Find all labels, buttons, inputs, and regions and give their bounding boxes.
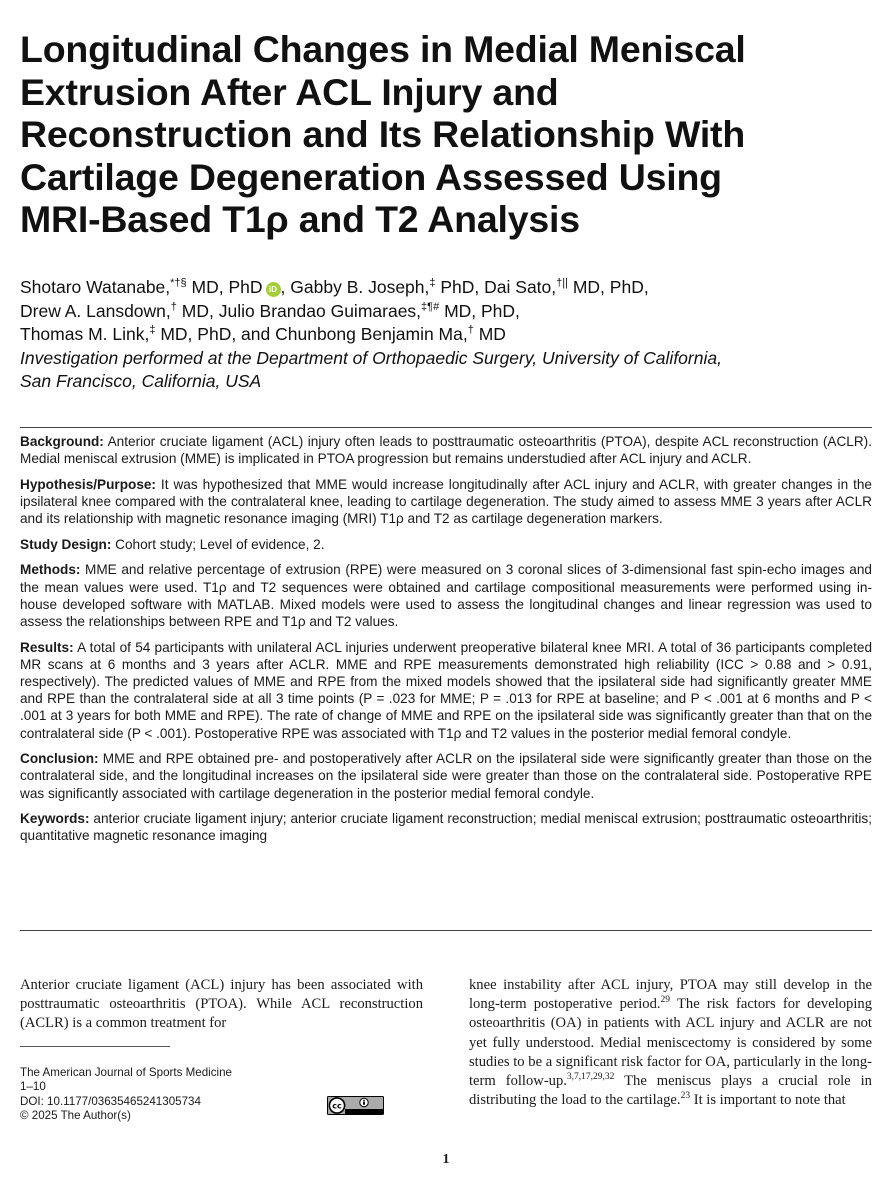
journal-name: The American Journal of Sports Medicine (20, 1066, 233, 1079)
title-line: MRI-Based T1ρ and T2 Analysis (20, 198, 580, 241)
abstract-background: Background: Anterior cruciate ligament (ACL) injury often leads to posttraumatic osteoarthritis (PTOA), despite ACL reconstruction (ACLR). Medial meniscal extrusion (MME) is implicated in PTOA progression but remains understudied after ACL injury and ACLR. (20, 434, 872, 467)
abstract-methods: Methods: MME and relative percentage of extrusion (RPE) were measured on 3 coronal slices of 3-dimensional fast spin-echo images and the mean values were used. T1ρ and T2 sequences were obtained and cartilage compositional measurements were performed using in-house developed software with MATLAB. Mixed models were used to assess the longitudinal changes and linear regression was used to assess the relationships between RPE and T1ρ and T2 values. (20, 562, 872, 629)
affiliation: San Francisco, California, USA (20, 371, 262, 391)
abstract-conclusion: Conclusion: MME and RPE obtained pre- and postoperatively after ACLR on the ipsilateral side were significantly greater than those on the contralateral side, and the longitudinal increases on the ipsilateral side were greater than those on the contralateral side. Postoperative RPE was significantly associated with cartilage degeneration in the posterior medial femoral condyle. (20, 751, 872, 801)
page-number: 1 (442, 1152, 450, 1167)
page-range: 1–10 (20, 1080, 46, 1094)
author-line-3: Thomas M. Link,‡ MD, PhD, and Chunbong Benjamin Ma,† MD (20, 324, 506, 344)
citation-ref[interactable]: 3,7,17,29,32 (566, 1072, 615, 1083)
affiliation: Investigation performed at the Department of Orthopaedic Surgery, University of California, (20, 347, 722, 368)
body-column-left: Anterior cruciate ligament (ACL) injury has been associated with posttraumatic osteoarthritis (PTOA). While ACL reconstruction (ACLR) is a common treatment for (20, 977, 423, 1032)
footnote-divider (20, 1046, 170, 1047)
abstract (20, 433, 872, 853)
abstract-results: Results: A total of 54 participants with unilateral ACL injuries underwent preoperative bilateral knee MRI. A total of 36 participants completed MR scans at 6 months and 3 years after ACLR. MME and RPE measurements demonstrated high reliability (ICC > 0.88 and > 0.91, respectively). The predicted values of MME and RPE from the mixed models showed that the ipsilateral side had significantly greater MME and RPE than the contralateral side at all 3 time points (P = .023 for MME; P = .013 for RPE at baseline; and P < .001 at 6 months and P < .001 at 3 years for both MME and RPE). The rate of change of MME and RPE on the ipsilateral side was significantly greater than that on the contralateral side (P < .001). Postoperative RPE was associated with T1ρ and T2 values in the posterior medial femoral condyle. (20, 639, 872, 741)
title-line: Extrusion After ACL Injury and (20, 70, 559, 113)
title-line: Cartilage Degeneration Assessed Using (20, 155, 722, 198)
abstract-hypothesis: Hypothesis/Purpose: It was hypothesized that MME would increase longitudinally after ACL injury and ACLR, with greater changes in the ipsilateral knee compared with the contralateral knee, leading to cartilage degeneration. The study aimed to assess MME 3 years after ACLR and its relationship with magnetic resonance imaging (MRI) T1ρ and T2 as cartilage degeneration markers. (20, 476, 872, 527)
author-list (20, 276, 880, 394)
abstract-keywords: Keywords: anterior cruciate ligament injury; anterior cruciate ligament reconstruction; medial meniscal extrusion; posttraumatic osteoarthritis; quantitative magnetic resonance imaging (20, 811, 872, 844)
body-column-right: knee instability after ACL injury, PTOA may still develop in the long-term postoperative period.$^{29}$ The risk factors for developing osteoarthritis (OA) in patients with ACL injury and ACLR are not yet fully understood. Medial meniscectomy is considered by some studies to be a significant risk factor for OA, particularly in the long-term follow-up.$^{3,7,17,29,32}$ The meniscus plays a crucial role in distributing the load to the cartilage.$^{23}$ It is important to note that (469, 977, 872, 1109)
orcid-icon[interactable]: iD (266, 282, 281, 297)
title-line: Longitudinal Changes in Medial Meniscal (20, 28, 746, 70)
creative-commons-icon[interactable] (327, 1096, 384, 1115)
copyright: © 2025 The Author(s) (20, 1108, 131, 1122)
cc-badge-text: cc (332, 1101, 342, 1111)
journal-info (20, 1066, 232, 1123)
citation-ref[interactable]: 23 (680, 1091, 691, 1102)
author-line-2: Drew A. Lansdown,† MD, Julio Brandao Guimaraes,‡¶# MD, PhD, (20, 300, 520, 321)
doi-link[interactable]: DOI: 10.1177/03635465241305734 (20, 1094, 201, 1108)
article-title (20, 28, 870, 241)
abstract-study-design: Study Design: Cohort study; Level of evidence, 2. (20, 536, 325, 552)
title-line: Reconstruction and Its Relationship With (20, 113, 746, 156)
author-line-1: Shotaro Watanabe,*†§ MD, PhD iD , Gabby B. Joseph,‡ PhD, Dai Sato,†|| MD, PhD, (20, 277, 649, 297)
citation-ref[interactable]: 29 (660, 995, 671, 1006)
